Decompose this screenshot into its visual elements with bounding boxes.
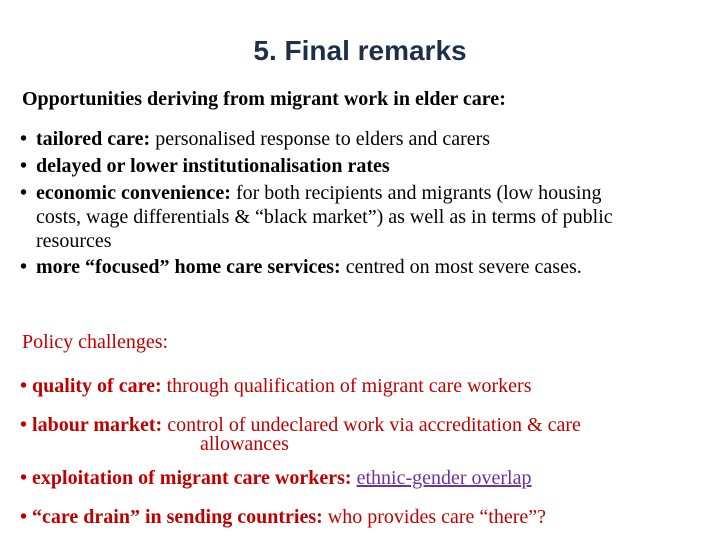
list-item [20,127,718,151]
item-continuation: costs, wage differentials & “black market”) as well as in terms of public resources [36,206,613,252]
item-continuation: allowances [200,433,289,455]
item-label: labour market: [32,414,163,436]
item-label: economic convenience: [36,182,231,204]
item-text: for both recipients and migrants (low housing [230,182,602,204]
opportunities-heading: Opportunities deriving from migrant work in elder care: [22,88,506,110]
policy-item [20,505,546,529]
bullet: • [20,182,28,204]
item-text: through qualification of migrant care workers [161,375,532,397]
item-label: tailored care: [36,128,151,150]
item-text: centred on most severe cases. [340,256,582,278]
policy-item [20,466,532,490]
list-item [20,154,718,178]
item-label: more “focused” home care services: [36,256,341,278]
policy-item [20,413,581,437]
item-label: delayed or lower institutionalisation rates [36,155,390,177]
bullet: • [20,467,28,489]
bullet: • [20,414,28,436]
bullet: • [20,506,28,528]
item-text: personalised response to elders and carers [150,128,491,150]
policy-item [20,374,532,398]
bullet: • [20,128,28,150]
item-label: exploitation of migrant care workers: [32,467,352,489]
ethnic-gender-link[interactable]: ethnic-gender overlap [356,467,532,489]
bullet: • [20,256,28,278]
list-item [20,181,718,253]
slide-title: 5. Final remarks [253,35,467,66]
item-text: control of undeclared work via accreditation & care [162,414,581,436]
opportunities-list [20,127,718,279]
list-item [20,255,718,279]
item-label: quality of care: [32,375,162,397]
item-label: “care drain” in sending countries: [32,506,323,528]
bullet: • [20,155,28,177]
policy-heading: Policy challenges: [22,331,169,353]
bullet: • [20,375,28,397]
item-text: who provides care “there”? [322,506,546,528]
